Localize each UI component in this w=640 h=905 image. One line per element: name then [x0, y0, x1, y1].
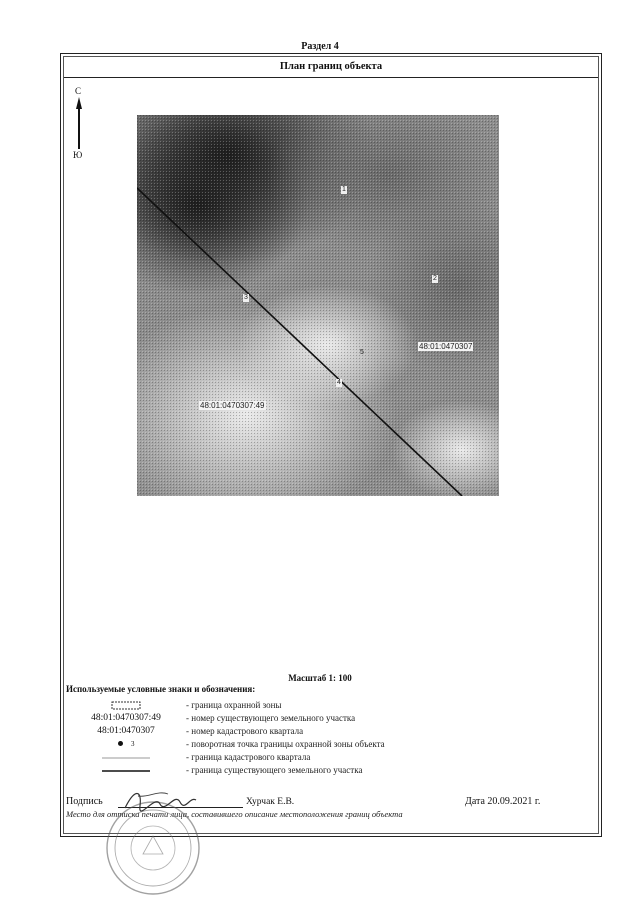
legend-symbol: 48:01:0470307:49 — [91, 713, 161, 723]
map-point-label: 5 — [360, 349, 364, 356]
legend-item-zone-border — [66, 699, 596, 712]
parcel-border-line-icon — [101, 764, 151, 777]
legend-desc: - номер кадастрового квартала — [186, 726, 304, 736]
legend-desc: - поворотная точка границы охранной зоны объекта — [186, 739, 385, 749]
legend-item-parcel-number — [66, 712, 596, 725]
legend-symbol — [66, 738, 186, 751]
legend-desc: - граница кадастрового квартала — [186, 752, 311, 762]
map-point-label: 1 — [342, 186, 346, 193]
legend-title: Используемые условные знаки и обозначения: — [66, 684, 256, 694]
legend-desc: - граница охранной зоны — [186, 700, 282, 710]
quarter-border-line-icon — [101, 751, 151, 764]
legend-item-quarter-border — [66, 751, 596, 764]
compass-north-label: С — [75, 86, 82, 96]
map-view[interactable] — [137, 115, 499, 496]
legend-symbol — [66, 764, 186, 777]
signature-label: Подпись — [66, 796, 103, 807]
north-arrow-icon — [75, 97, 83, 151]
map-image — [137, 115, 499, 496]
turning-point-icon — [118, 741, 123, 746]
legend-symbol — [66, 751, 186, 764]
map-point-label: 2 — [433, 275, 437, 282]
map-scale: Масштаб 1: 100 — [288, 673, 352, 683]
section-title: Раздел 4 — [301, 41, 339, 52]
legend-symbol: 48:01:0470307 — [97, 726, 155, 736]
stamp-note: Место для оттиска печати лица, составившего описание местоположения границ объекта — [66, 809, 403, 819]
turning-point-number: 3 — [130, 740, 135, 748]
handwritten-signature-icon — [120, 786, 200, 816]
zone-border-icon — [111, 701, 141, 710]
legend-item-quarter-number — [66, 725, 596, 738]
legend-item-parcel-border — [66, 764, 596, 777]
plan-title: План границ объекта — [64, 57, 598, 78]
compass-south-label: Ю — [73, 150, 83, 160]
map-quarter-label: 48:01:0470307 — [419, 342, 473, 351]
signer-name: Хурчак Е.В. — [246, 797, 295, 807]
legend-item-turning-point — [66, 738, 596, 751]
legend-symbol — [66, 699, 186, 712]
compass-rose — [71, 86, 87, 160]
map-point-label: 3 — [244, 294, 248, 301]
signature-date: Дата 20.09.2021 г. — [465, 796, 541, 807]
map-parcel-label: 48:01:0470307:49 — [200, 401, 265, 410]
map-point-label: 4 — [337, 379, 341, 386]
legend-desc: - номер существующего земельного участка — [186, 713, 356, 723]
legend-desc: - граница существующего земельного участка — [186, 765, 363, 775]
